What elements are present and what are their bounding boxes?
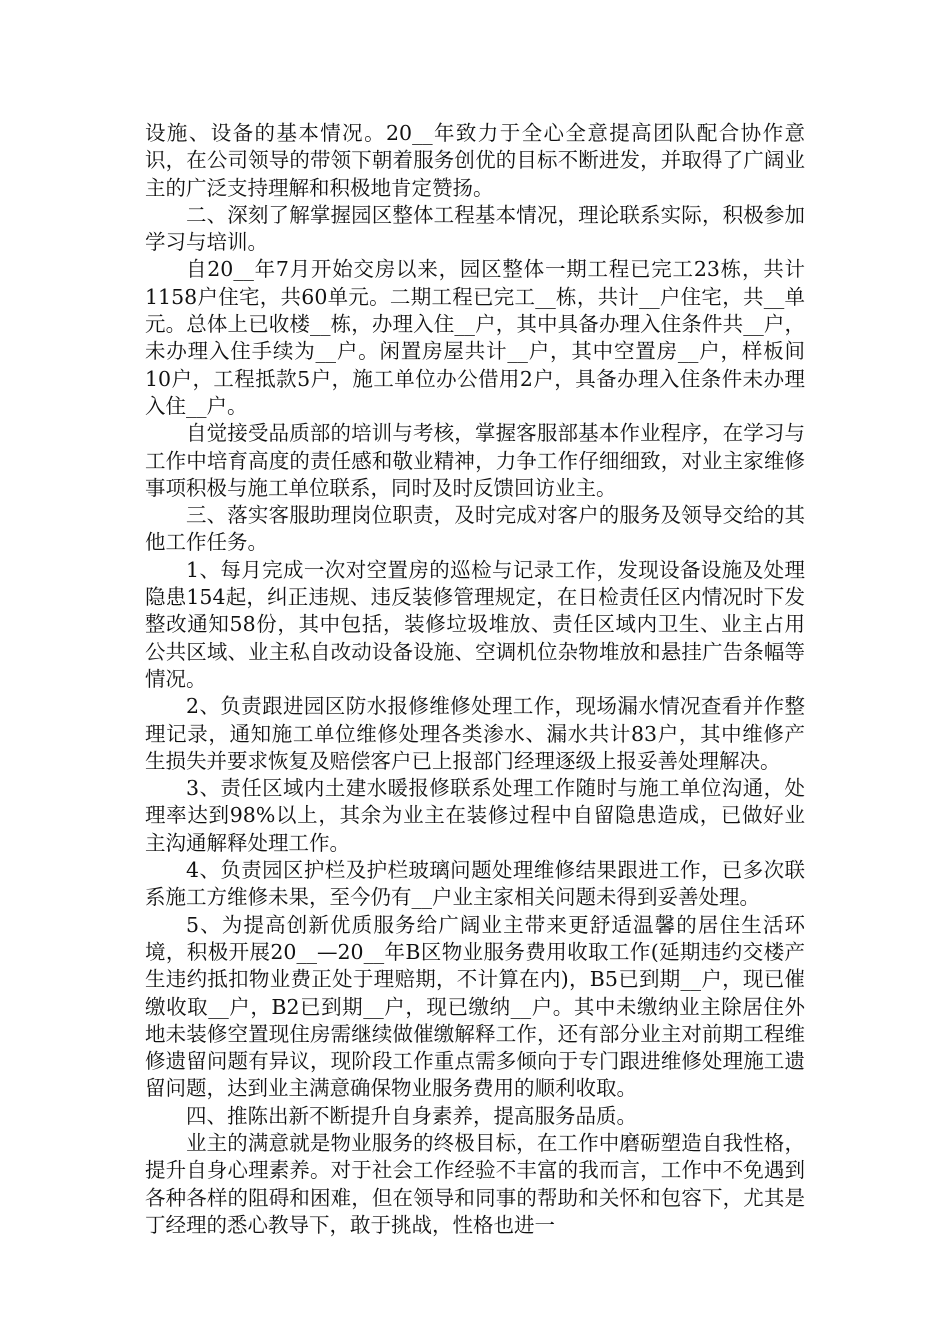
- paragraph-intro-continued: 设施、设备的基本情况。20__年致力于全心全意提高团队配合协作意识，在公司领导的带领下朝着服务创优的目标不断进发，并取得了广阔业主的广泛支持理解和积极地肯定赞扬。: [145, 121, 805, 200]
- list-item-4: 4、负责园区护栏及护栏玻璃问题处理维修结果跟进工作，已多次联系施工方维修未果，至今仍有__户业主家相关问题未得到妥善处理。: [145, 858, 805, 910]
- list-item-1: 1、每月完成一次对空置房的巡检与记录工作，发现设备设施及处理隐患154起，纠正违规、违反装修管理规定，在日检责任区内情况时下发整改通知58份，其中包括，装修垃圾堆放、责任区域内卫生、业主占用公共区域、业主私自改动设备设施、空调机位杂物堆放和悬挂广告条幅等情况。: [145, 557, 805, 691]
- list-item-2: 2、负责跟进园区防水报修维修处理工作，现场漏水情况查看并作整理记录，通知施工单位维修处理各类渗水、漏水共计83户，其中维修产生损失并要求恢复及赔偿客户已上报部门经理逐级上报妥善处理解决。: [145, 694, 805, 773]
- paragraph-self-improvement: 业主的满意就是物业服务的终极目标，在工作中磨砺塑造自我性格，提升自身心理素养。对于社会工作经验不丰富的我而言，工作中不免遇到各种各样的阻碍和困难，但在领导和同事的帮助和关怀和包容下，尤其是丁经理的悉心教导下，敢于挑战，性格也进一: [145, 1130, 805, 1237]
- document-page: [145, 120, 805, 1239]
- section-heading-4: 四、推陈出新不断提升自身素养，提高服务品质。: [186, 1103, 637, 1128]
- list-item-3: 3、责任区域内土建水暖报修联系处理工作随时与施工单位沟通，处理率达到98%以上，其余为业主在装修过程中自留隐患造成，已做好业主沟通解释处理工作。: [145, 776, 805, 855]
- section-heading-3: 三、落实客服助理岗位职责，及时完成对客户的服务及领导交给的其他工作任务。: [145, 503, 805, 555]
- paragraph-training: 自觉接受品质部的培训与考核，掌握客服部基本作业程序，在学习与工作中培育高度的责任感和敬业精神，力争工作仔细细致，对业主家维修事项积极与施工单位联系，同时及时反馈回访业主。: [145, 421, 805, 500]
- paragraph-project-overview: 自20__年7月开始交房以来，园区整体一期工程已完工23栋，共计1158户住宅，共60单元。二期工程已完工__栋，共计__户住宅，共__单元。总体上已收楼__栋，办理入住__户，其中具备办理入住条件共__户，未办理入住手续为__户。闲置房屋共计__户，其中空置房__户，样板间10户，工程抵款5户，施工单位办公借用2户，具备办理入住条件未办理入住__户。: [145, 257, 805, 418]
- section-heading-2: 二、深刻了解掌握园区整体工程基本情况，理论联系实际，积极参加学习与培训。: [145, 202, 805, 255]
- list-item-5: 5、为提高创新优质服务给广阔业主带来更舒适温馨的居住生活环境，积极开展20__—20__年B区物业服务费用收取工作(延期违约交楼产生违约抵扣物业费正处于理赔期，不计算在内)，B5已到期__户，现已催缴收取__户，B2已到期__户，现已缴纳__户。其中未缴纳业主除居住外地未装修空置现住房需继续做催缴解释工作，还有部分业主对前期工程维修遗留问题有异议，现阶段工作重点需多倾向于专门跟进维修处理施工遗留问题，达到业主满意确保物业服务费用的顺利收取。: [145, 912, 805, 1101]
